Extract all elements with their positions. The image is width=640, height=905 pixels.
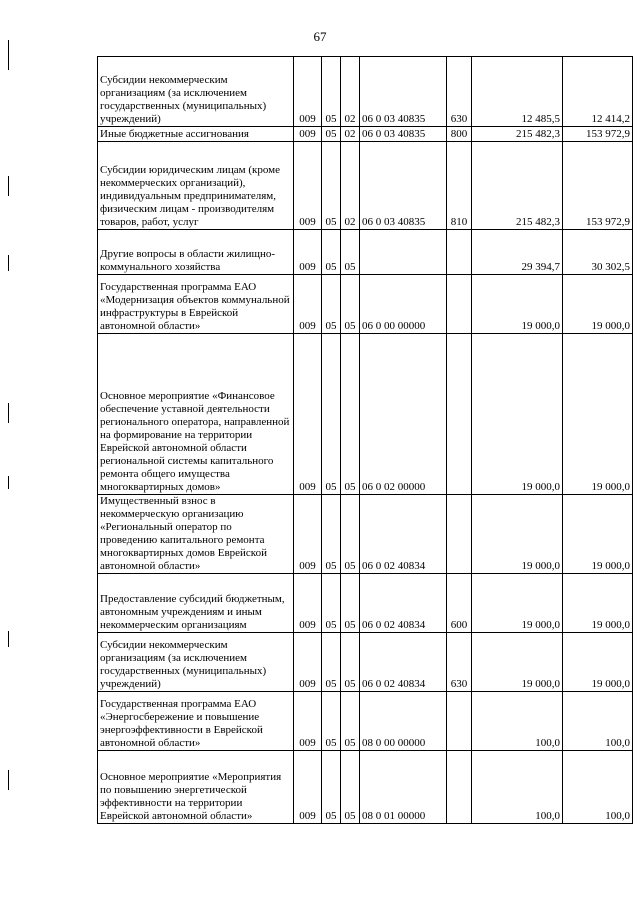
subsection-code	[341, 142, 360, 230]
subsection-code	[341, 633, 360, 692]
margin-mark	[8, 476, 9, 489]
target-article-code	[360, 275, 447, 334]
amount-year-1	[472, 574, 563, 633]
expense-name-text: Основное мероприятие «Финансовое обеспечение уставной деятельности регионального оператора, направленной на формирование на территории Еврейской автономной области региональной системы капитального ремонта общего имущества многоквартирных домов»	[100, 390, 290, 493]
section-code	[322, 495, 341, 574]
subsection-code-text: 02	[344, 216, 356, 228]
expense-name	[98, 334, 294, 495]
amount-year-1	[472, 334, 563, 495]
expense-type-code	[447, 574, 472, 633]
target-article-code-text: 06 0 03 40835	[362, 216, 426, 228]
section-code-text: 05	[325, 481, 337, 493]
target-article-code	[360, 142, 447, 230]
target-article-code	[360, 751, 447, 824]
section-code-text: 05	[325, 737, 337, 749]
subsection-code	[341, 574, 360, 633]
section-code	[322, 142, 341, 230]
expense-type-code-text: 630	[450, 113, 468, 125]
amount-year-2	[563, 275, 633, 334]
subsection-code	[341, 57, 360, 127]
amount-year-1	[472, 142, 563, 230]
amount-year-2-text: 100,0	[605, 810, 630, 822]
amount-year-1-text: 19 000,0	[521, 619, 560, 631]
table-row	[98, 751, 633, 824]
target-article-code	[360, 127, 447, 142]
ministry-code	[294, 275, 322, 334]
target-article-code-text: 06 0 02 00000	[362, 481, 426, 493]
expense-name-text: Другие вопросы в области жилищно-коммунального хозяйства	[100, 248, 276, 273]
target-article-code	[360, 230, 447, 275]
ministry-code	[294, 334, 322, 495]
subsection-code	[341, 751, 360, 824]
target-article-code-text: 06 0 02 40834	[362, 619, 426, 631]
subsection-code-text: 05	[344, 261, 356, 273]
subsection-code	[341, 692, 360, 751]
section-code	[322, 230, 341, 275]
budget-table	[97, 56, 633, 824]
amount-year-1-text: 100,0	[535, 737, 560, 749]
ministry-code	[294, 127, 322, 142]
expense-name	[98, 751, 294, 824]
amount-year-2	[563, 751, 633, 824]
expense-name-text: Субсидии юридическим лицам (кроме некоммерческих организаций), индивидуальным предпринимателям, физическим лицам - производителям товаров, работ, услуг	[100, 164, 281, 228]
section-code-text: 05	[325, 320, 337, 332]
amount-year-2	[563, 334, 633, 495]
margin-mark	[8, 403, 9, 423]
amount-year-2	[563, 633, 633, 692]
amount-year-2	[563, 230, 633, 275]
target-article-code	[360, 57, 447, 127]
amount-year-1-text: 100,0	[535, 810, 560, 822]
amount-year-1	[472, 230, 563, 275]
section-code	[322, 275, 341, 334]
expense-type-code-text: 630	[450, 678, 468, 690]
target-article-code	[360, 574, 447, 633]
section-code	[322, 633, 341, 692]
section-code-text: 05	[325, 678, 337, 690]
ministry-code-text: 009	[299, 128, 316, 140]
subsection-code-text: 05	[344, 320, 356, 332]
margin-mark	[8, 770, 9, 790]
amount-year-2-text: 100,0	[605, 737, 630, 749]
expense-name	[98, 495, 294, 574]
margin-mark	[8, 255, 9, 271]
subsection-code-text: 05	[344, 481, 356, 493]
amount-year-2-text: 30 302,5	[591, 261, 630, 273]
ministry-code	[294, 230, 322, 275]
target-article-code-text: 06 0 03 40835	[362, 113, 426, 125]
amount-year-1	[472, 275, 563, 334]
subsection-code-text: 05	[344, 560, 356, 572]
page-number: 67	[313, 29, 327, 44]
expense-name	[98, 230, 294, 275]
table-row	[98, 633, 633, 692]
section-code	[322, 574, 341, 633]
expense-name-text: Предоставление субсидий бюджетным, автономным учреждениям и иным некоммерческим организациям	[100, 593, 285, 631]
subsection-code-text: 05	[344, 619, 356, 631]
amount-year-2-text: 19 000,0	[591, 560, 630, 572]
expense-type-code	[447, 57, 472, 127]
amount-year-2-text: 19 000,0	[591, 481, 630, 493]
table-row	[98, 334, 633, 495]
amount-year-2	[563, 495, 633, 574]
section-code	[322, 751, 341, 824]
ministry-code	[294, 574, 322, 633]
expense-name-text: Имущественный взнос в некоммерческую организацию «Региональный оператор по проведению капитального ремонта многоквартирных домов Еврейской автономной области»	[100, 495, 267, 572]
ministry-code-text: 009	[299, 678, 316, 690]
table-row	[98, 127, 633, 142]
expense-type-code	[447, 275, 472, 334]
expense-type-code	[447, 230, 472, 275]
amount-year-1	[472, 751, 563, 824]
subsection-code-text: 02	[344, 128, 356, 140]
ministry-code	[294, 633, 322, 692]
expense-type-code	[447, 633, 472, 692]
margin-mark	[8, 631, 9, 647]
expense-type-code	[447, 142, 472, 230]
target-article-code	[360, 692, 447, 751]
amount-year-1	[472, 57, 563, 127]
section-code-text: 05	[325, 216, 337, 228]
table-row	[98, 574, 633, 633]
ministry-code	[294, 495, 322, 574]
amount-year-1-text: 19 000,0	[521, 320, 560, 332]
table-row	[98, 142, 633, 230]
ministry-code	[294, 751, 322, 824]
expense-name	[98, 574, 294, 633]
section-code-text: 05	[325, 810, 337, 822]
subsection-code	[341, 334, 360, 495]
expense-type-code-text: 810	[450, 216, 468, 228]
subsection-code-text: 02	[344, 113, 356, 125]
amount-year-1	[472, 692, 563, 751]
target-article-code-text: 08 0 00 00000	[362, 737, 426, 749]
section-code	[322, 692, 341, 751]
ministry-code-text: 009	[299, 113, 316, 125]
amount-year-2	[563, 692, 633, 751]
target-article-code	[360, 334, 447, 495]
amount-year-1	[472, 633, 563, 692]
margin-mark	[8, 40, 9, 70]
ministry-code	[294, 142, 322, 230]
expense-name-text: Основное мероприятие «Мероприятия по повышению энергетической эффективности на территории Еврейской автономной области»	[100, 771, 282, 822]
ministry-code-text: 009	[299, 216, 316, 228]
expense-name-text: Субсидии некоммерческим организациям (за исключением государственных (муниципальных) учреждений)	[100, 74, 267, 125]
ministry-code-text: 009	[299, 560, 316, 572]
amount-year-1-text: 19 000,0	[521, 481, 560, 493]
table-row	[98, 275, 633, 334]
expense-name	[98, 142, 294, 230]
expense-name-text: Государственная программа ЕАО «Модернизация объектов коммунальной инфраструктуры в Еврейской автономной области»	[100, 281, 290, 332]
ministry-code	[294, 692, 322, 751]
subsection-code-text: 05	[344, 737, 356, 749]
target-article-code-text: 06 0 03 40835	[362, 128, 426, 140]
section-code	[322, 334, 341, 495]
expense-name	[98, 692, 294, 751]
amount-year-2-text: 19 000,0	[591, 619, 630, 631]
expense-name	[98, 127, 294, 142]
amount-year-1-text: 29 394,7	[521, 261, 560, 273]
subsection-code	[341, 127, 360, 142]
expense-type-code-text: 800	[450, 128, 468, 140]
expense-name	[98, 275, 294, 334]
expense-type-code	[447, 495, 472, 574]
subsection-code	[341, 230, 360, 275]
amount-year-1-text: 12 485,5	[521, 113, 560, 125]
expense-name-text: Государственная программа ЕАО «Энергосбережение и повышение энергоэффективности в Еврейской автономной области»	[100, 698, 263, 749]
amount-year-1-text: 19 000,0	[521, 560, 560, 572]
section-code-text: 05	[325, 128, 337, 140]
expense-type-code	[447, 751, 472, 824]
amount-year-2-text: 153 972,9	[586, 128, 630, 140]
amount-year-2	[563, 57, 633, 127]
amount-year-1-text: 19 000,0	[521, 678, 560, 690]
amount-year-2	[563, 574, 633, 633]
amount-year-2-text: 12 414,2	[591, 113, 630, 125]
expense-type-code	[447, 692, 472, 751]
ministry-code-text: 009	[299, 320, 316, 332]
amount-year-2	[563, 127, 633, 142]
ministry-code-text: 009	[299, 737, 316, 749]
subsection-code-text: 05	[344, 678, 356, 690]
section-code-text: 05	[325, 261, 337, 273]
expense-type-code-text: 600	[450, 619, 468, 631]
amount-year-1-text: 215 482,3	[516, 128, 560, 140]
target-article-code	[360, 633, 447, 692]
expense-type-code	[447, 334, 472, 495]
amount-year-2-text: 19 000,0	[591, 678, 630, 690]
amount-year-1	[472, 127, 563, 142]
section-code	[322, 57, 341, 127]
expense-name-text: Субсидии некоммерческим организациям (за исключением государственных (муниципальных) учреждений)	[100, 639, 267, 690]
subsection-code	[341, 275, 360, 334]
ministry-code-text: 009	[299, 481, 316, 493]
table-row	[98, 230, 633, 275]
target-article-code-text: 08 0 01 00000	[362, 810, 426, 822]
ministry-code-text: 009	[299, 810, 316, 822]
expense-name	[98, 633, 294, 692]
table-row	[98, 57, 633, 127]
amount-year-2	[563, 142, 633, 230]
expense-name-text: Иные бюджетные ассигнования	[100, 128, 249, 140]
ministry-code-text: 009	[299, 619, 316, 631]
section-code-text: 05	[325, 619, 337, 631]
ministry-code	[294, 57, 322, 127]
section-code-text: 05	[325, 113, 337, 125]
section-code-text: 05	[325, 560, 337, 572]
ministry-code-text: 009	[299, 261, 316, 273]
amount-year-1	[472, 495, 563, 574]
table-row	[98, 692, 633, 751]
margin-mark	[8, 176, 9, 196]
expense-type-code	[447, 127, 472, 142]
subsection-code	[341, 495, 360, 574]
target-article-code-text: 06 0 02 40834	[362, 560, 426, 572]
table-row	[98, 495, 633, 574]
expense-name	[98, 57, 294, 127]
amount-year-2-text: 19 000,0	[591, 320, 630, 332]
target-article-code	[360, 495, 447, 574]
target-article-code-text: 06 0 00 00000	[362, 320, 426, 332]
subsection-code-text: 05	[344, 810, 356, 822]
section-code	[322, 127, 341, 142]
target-article-code-text: 06 0 02 40834	[362, 678, 426, 690]
amount-year-2-text: 153 972,9	[586, 216, 630, 228]
amount-year-1-text: 215 482,3	[516, 216, 560, 228]
